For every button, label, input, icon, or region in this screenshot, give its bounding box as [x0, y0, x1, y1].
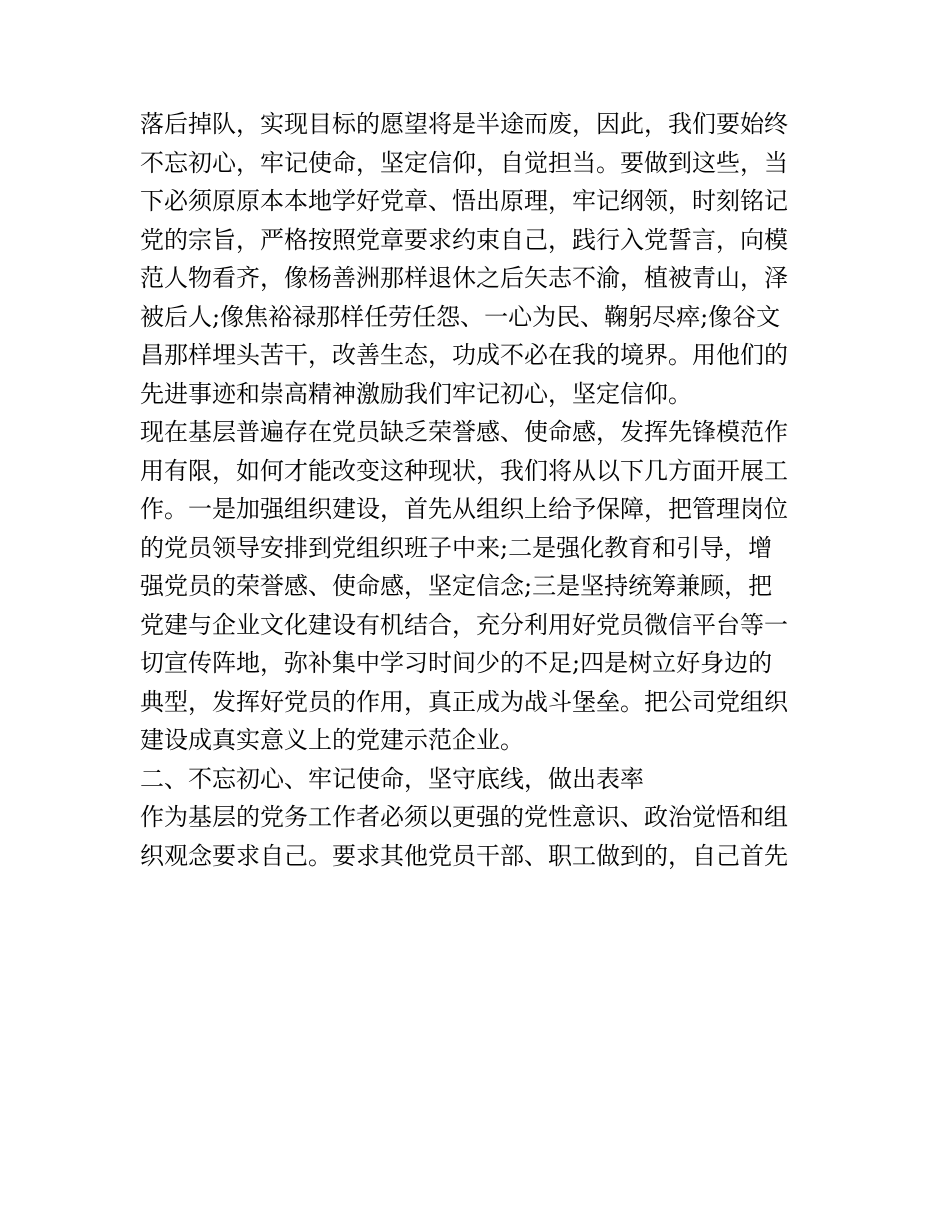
text-line: 现在基层普遍存在党员缺乏荣誉感、使命感，发挥先锋模范作: [140, 418, 788, 446]
text-line: 典型，发挥好党员的作用，真正成为战斗堡垒。把公司党组织: [140, 687, 788, 716]
text-line: 不忘初心，牢记使命，坚定信仰，自觉担当。要做到这些，当: [140, 148, 788, 177]
text-line: 范人物看齐，像杨善洲那样退休之后矢志不渝，植被青山，泽: [140, 264, 788, 292]
text-line: 织观念要求自己。要求其他党员干部、职工做到的，自己首先: [140, 841, 788, 870]
text-line: 落后掉队，实现目标的愿望将是半途而废，因此，我们要始终: [140, 110, 788, 138]
text-line: 的党员领导安排到党组织班子中来;二是强化教育和引导，增: [140, 533, 773, 562]
text-line: 党建与企业文化建设有机结合，充分利用好党员微信平台等一: [140, 610, 788, 639]
text-line: 昌那样埋头苦干，改善生态，功成不必在我的境界。用他们的: [140, 341, 788, 369]
text-line: 党的宗旨，严格按照党章要求约束自己，践行入党誓言，向模: [140, 225, 788, 254]
document-body: [140, 105, 820, 875]
text-line: 下必须原原本本地学好党章、悟出原理，牢记纲领，时刻铭记: [140, 187, 788, 215]
text-line: 强党员的荣誉感、使命感，坚定信念;三是坚持统筹兼顾，把: [140, 572, 773, 600]
text-line: 作。一是加强组织建设，首先从组织上给予保障，把管理岗位: [140, 495, 788, 523]
text-line: 切宣传阵地，弥补集中学习时间少的不足;四是树立好身边的: [140, 649, 773, 677]
text-line: 先进事迹和崇高精神激励我们牢记初心，坚定信仰。: [140, 379, 692, 408]
text-line: 被后人;像焦裕禄那样任劳任怨、一心为民、鞠躬尽瘁;像谷文: [140, 302, 781, 331]
text-line: 建设成真实意义上的党建示范企业。: [140, 726, 524, 754]
section-heading: 二、不忘初心、牢记使命，坚守底线，做出表率: [140, 764, 644, 793]
text-line: 用有限，如何才能改变这种现状，我们将从以下几方面开展工: [140, 456, 788, 485]
text-line: 作为基层的党务工作者必须以更强的党性意识、政治觉悟和组: [140, 803, 788, 831]
